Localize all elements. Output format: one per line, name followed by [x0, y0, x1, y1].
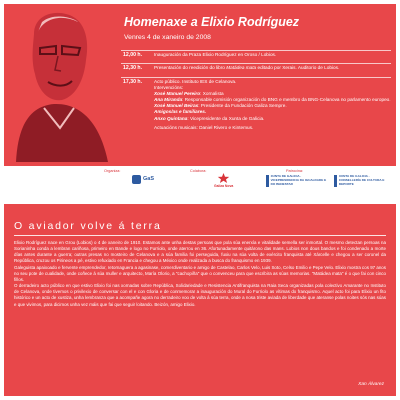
- article-body: [14, 240, 386, 308]
- speaker-role: Responsable comisión organización do BNG e membro da BNG-Celanova no parlamento europeo.: [184, 97, 391, 103]
- star-icon: [217, 173, 230, 183]
- xunta-igualdade-logo-text: XUNTA DE GALICIA · VICEPRESIDENCIA DA IGUALDADE E DO BENESTAR: [270, 174, 327, 186]
- schedule-item: [121, 77, 391, 130]
- event-date: Venres 4 de xaneiro de 2008: [124, 34, 211, 41]
- event-headline: Homenaxe a Elixio Rodríguez: [124, 15, 300, 29]
- schedule-description: [154, 64, 391, 71]
- portrait-photo: [4, 4, 114, 162]
- speaker-name: Xosé Manuel Beiras: [154, 103, 199, 109]
- article-paragraph: Galeguista apaixoado e fervente emprendedor, retornaguera a agasinase, comerdiventario e amigo de Castelao, Carlos Velo, Luis Soto, Celso Emilio e Pepe Velo. Elixio mostra cos 97 anos no seu pote de cualidade, onde coñece á súa muller e arquitecto, María Olorio, a "cachopiña" que o convenceu para que escribira as súas memorias. "Matádea mata" é o que fai con cinco fillos.: [14, 264, 386, 282]
- speaker-line: Anxo Quintana: Vicepresidente da Xunta de Galicia.: [154, 115, 265, 121]
- schedule-description-part: Presentación do reedición do libro: [154, 65, 227, 70]
- title-divider: [14, 235, 386, 236]
- schedule-description: [154, 78, 391, 131]
- gas-logo-mark: [132, 175, 141, 184]
- sponsor-bar: [4, 166, 396, 199]
- schedule-item: [121, 50, 391, 63]
- invitation-bottom-panel: [4, 204, 396, 396]
- schedule-time: 12,00 h.: [123, 52, 143, 58]
- xunta-igualdade-logo: [266, 175, 328, 187]
- book-title: Matádea mata: [226, 65, 257, 70]
- speaker-line: Ana Miranda: Responsable comisión organización do BNG e membro da BNG-Celanova no parlamento europeo.: [154, 97, 391, 103]
- speaker-role: Xornalista: [202, 91, 224, 97]
- speaker-name: Xosé Manuel Pereiro: [154, 91, 201, 97]
- schedule-item: [121, 63, 391, 77]
- article-paragraph: Elixio Rodríguez nace en Grou (Lobios) o 4 de xaneiro de 1910. Estamos ante unha destas persoas que pola súa enerxía e vitalidade semella ser inmortal. O mesmo detectan persoas na Sorianinha conda a lembran cariñosa, primeiro en Bande e logo no Furriolo, onde aterrou en 36. Afortunadamente quitárono das mans. Lobios non dous bandos e foi condenado a morte días antes durante a guerra; outras presas no mosteiro de Celanova e a súa familia foi perseguida, fuxiu na súa volta de exército franquista até Xárcelle e chegou a ser coronel da República, cruzou os Pirineos a pé, estivo refuxiado en Francia e chegou a México onde realizada a busca do franquismo en 1939.: [14, 240, 386, 264]
- speaker-role: Vicepresidente da Xunta de Galicia.: [189, 115, 265, 121]
- xunta-logo-mark: [266, 175, 269, 187]
- schedule-description-part: editado por Xerais. Auditorio de Lobios.: [256, 65, 340, 70]
- speakers-intro: Intervencións:: [154, 85, 184, 91]
- speaker-role: Presidente da Fundación Galiza Sempre.: [200, 103, 287, 109]
- patrocina-label: Patrocina:: [286, 169, 304, 173]
- schedule-description-line: Acto público. Instituto IES de Celanova.: [154, 79, 237, 84]
- music-performers: Actuacións musicais: Daniel Rivero e Kintemus.: [154, 124, 254, 130]
- speaker-line: Xosé Manuel Beiras: Presidente da Fundación Galiza Sempre.: [154, 103, 287, 109]
- article-title: O aviador volve á terra: [14, 220, 162, 232]
- gas-logo-text: GaS: [143, 176, 155, 183]
- gas-logo: [132, 175, 154, 184]
- schedule-description: Inauguración da Praza Elixio Rodríguez en Oroso / Lobios.: [154, 52, 277, 57]
- xunta-cultura-logo: [334, 175, 392, 187]
- article-author: Xan Álvarez: [358, 382, 384, 387]
- xunta-cultura-logo-text: XUNTA DE GALICIA · CONSELLERÍA DE CULTURA E DEPORTE: [338, 174, 385, 186]
- speaker-name: Amigos/as e familiares.: [154, 109, 207, 115]
- galiza-nova-logo: [214, 173, 233, 189]
- schedule-time: 12,30 h.: [123, 65, 143, 71]
- colabora-label: Colabora:: [190, 169, 207, 173]
- article-paragraph: O derradeiro acto público en que estivo Elixio foi nas xornadas sobre República, Solidariedade e Resistencia Antifranquista na Raia Seca organizadas pola colectivo Amarante no Instituto de Celanova, onde tivemos o privilexio de conversar con el e con Gloria e de conmemorar a inauguración do Mural do Furriolo as vítimas do franquismo. Aquel acto foi para Elixio un fito histórico e un acto de xustiza, unha lembranza que a acompañe agora no derradeiro voo de volta á súa terra, onde a nosa triste aviada de liberdade que ateranse polas noites sós nas súas e que vivimos, para dicimos unha vez máis que fai que seguir loitando. Beizón, amigo Elixio.: [14, 283, 386, 307]
- xunta-logo-mark: [334, 175, 337, 187]
- speaker-name: Ana Miranda: [154, 97, 183, 103]
- event-schedule: [121, 50, 391, 130]
- speaker-line: Xosé Manuel Pereiro: Xornalista: [154, 91, 224, 97]
- schedule-time: 17,30 h.: [123, 79, 143, 85]
- invitation-top-panel: [4, 4, 396, 199]
- galiza-nova-logo-text: Galiza Nova: [214, 184, 234, 188]
- speaker-name: Anxo Quintana: [154, 115, 188, 121]
- organiza-label: Organiza:: [104, 169, 121, 173]
